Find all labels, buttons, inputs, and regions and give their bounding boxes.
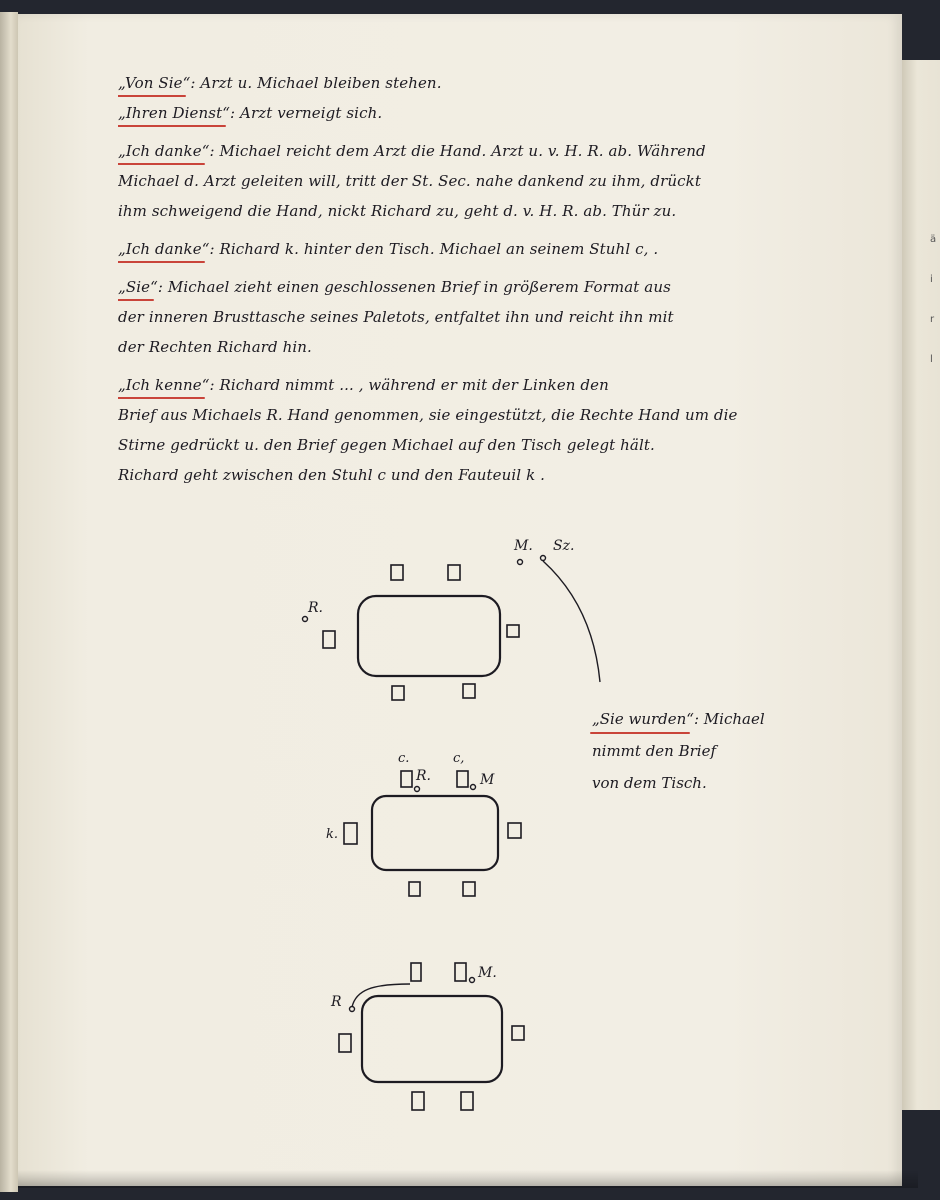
cue-word: „Ich danke“ [118,136,209,166]
line-text: der Rechten Richard hin. [118,338,312,356]
label-r: R. [308,600,323,616]
table-shape [372,796,498,870]
line-text: Brief aus Michaels R. Hand genommen, sie eingestützt, die Rechte Hand um die [118,406,738,424]
side-note-line [592,703,832,735]
label-r: R. [416,768,431,784]
side-note-cue: „Sie wurden“ [592,703,694,737]
chair-marker [392,686,404,700]
chair-marker [507,625,519,637]
label-c: c. [398,751,410,766]
label-sz: Sz. [553,538,575,554]
stage-diagram-middle [344,771,521,896]
chair-marker [448,565,460,580]
cue-word: „Ich kenne“ [118,370,209,400]
cue-word: „Von Sie“ [118,68,190,98]
line-text: ihm schweigend die Hand, nickt Richard zu, geht d. v. H. R. ab. Thür zu. [118,202,677,220]
chair-marker [323,631,335,648]
line-text: der inneren Brusttasche seines Paletots, entfaltet ihn und reicht ihn mit [118,308,674,326]
chair-marker-c [401,771,412,787]
table-shape [362,996,502,1082]
side-note [592,703,832,799]
chair-marker [409,882,420,896]
label-m: M. [478,965,497,981]
label-r: R [331,994,342,1010]
stage-diagram-bottom [339,963,524,1110]
position-marker [350,1007,355,1012]
line-text: : Richard nimmt ... , während er mit der Linken den [209,376,609,394]
line-text: : Arzt verneigt sich. [230,104,383,122]
label-m: M [480,772,495,788]
chair-marker [508,823,521,838]
chair-marker [463,684,475,698]
chair-marker [455,963,466,981]
label-k: k. [326,827,339,842]
position-marker [415,787,420,792]
position-marker [471,785,476,790]
position-marker [303,617,308,622]
line-text: Richard geht zwischen den Stuhl c und den Fauteuil k . [118,466,545,484]
label-m: M. [514,538,533,554]
line-text: Michael d. Arzt geleiten will, tritt der St. Sec. nahe dankend zu ihm, drückt [118,172,701,190]
cue-word: „Ich danke“ [118,234,209,264]
position-marker [518,560,523,565]
chair-marker [512,1026,524,1040]
chair-marker [411,963,421,981]
facing-page-fragment: ä i r l [930,234,937,365]
line-text: : Arzt u. Michael bleiben stehen. [190,74,442,92]
side-note-text: : Michael [693,710,765,728]
stage-diagram-top [303,556,601,701]
chair-marker [339,1034,351,1052]
position-marker [541,556,546,561]
line-text: Stirne gedrückt u. den Brief gegen Michael auf den Tisch gelegt hält. [118,436,655,454]
chair-marker [463,882,475,896]
movement-path [543,561,600,682]
chair-marker [412,1092,424,1110]
chair-marker [391,565,403,580]
cue-word: „Ihren Dienst“ [118,98,230,128]
line-text: : Michael reicht dem Arzt die Hand. Arzt u. v. H. R. ab. Während [209,142,706,160]
side-note-line: nimmt den Brief [592,742,717,760]
position-marker [470,978,475,983]
label-c: c, [453,751,465,766]
fauteuil-k [344,823,357,844]
line-text: : Richard k. hinter den Tisch. Michael an seinem Stuhl c, . [209,240,659,258]
chair-marker [461,1092,473,1110]
side-note-line: von dem Tisch. [592,774,707,792]
line-text: : Michael zieht einen geschlossenen Brief in größerem Format aus [157,278,671,296]
cue-word: „Sie“ [118,272,158,302]
table-shape [358,596,500,676]
chair-marker-c [457,771,468,787]
